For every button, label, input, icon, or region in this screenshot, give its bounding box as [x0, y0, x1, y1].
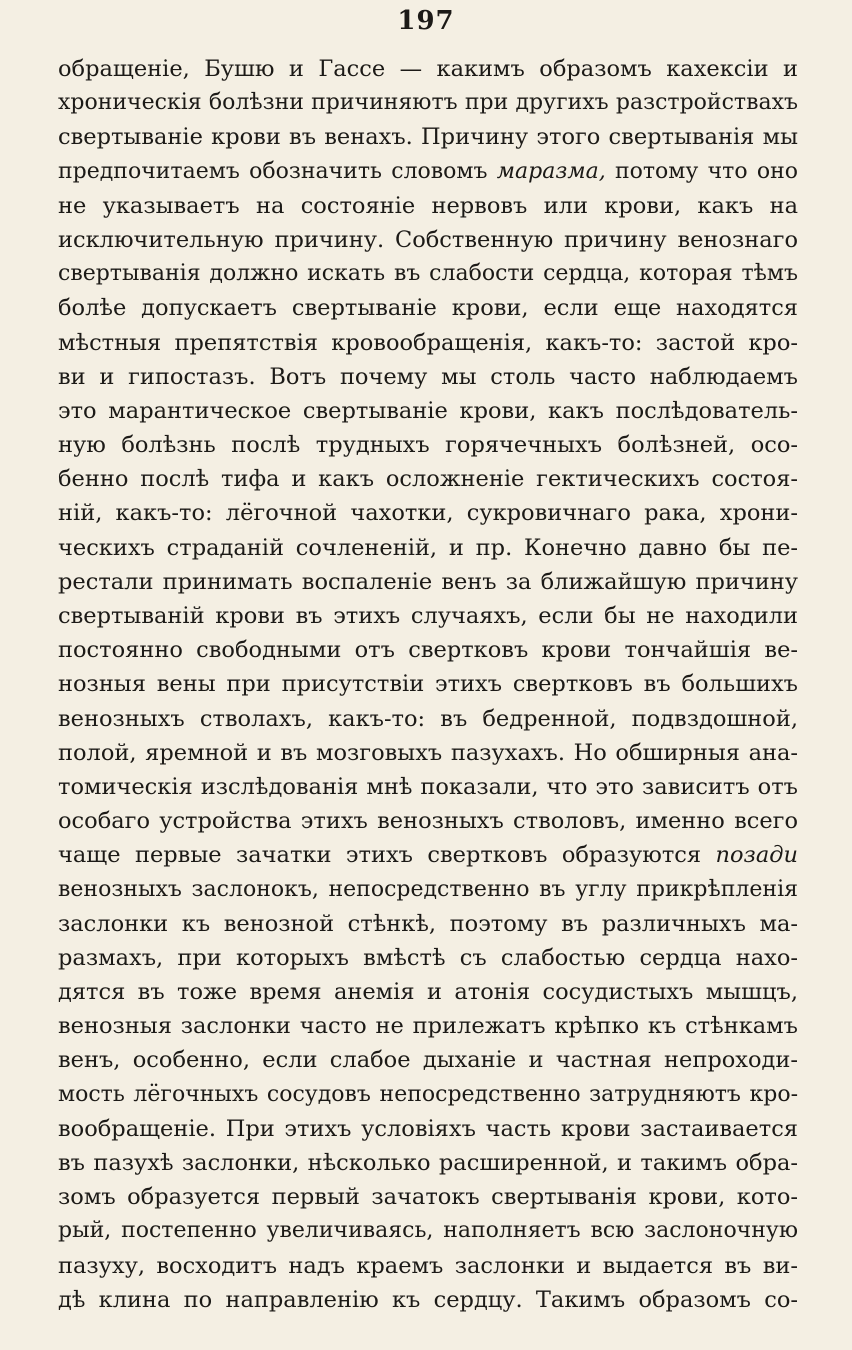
text-line: рый, постепенно увеличиваясь, наполняетъ всю заслоночную [58, 1218, 798, 1244]
text-line [58, 155, 798, 189]
text-line: свертываній крови въ этихъ случаяхъ, если бы не находили [58, 603, 798, 629]
text-line: пазуху, восходитъ надъ краемъ заслонки и выдается въ ви- [58, 1252, 798, 1279]
page-number: 197 [397, 6, 455, 36]
text-line: венозныхъ заслонокъ, непосредственно въ углу прикрѣпленія [58, 876, 798, 902]
text-fragment: предпочитаемъ обозначить словомъ [58, 158, 488, 184]
text-line: зомъ образуется первый зачатокъ свертыванія крови, кото- [58, 1184, 798, 1211]
text-line: дятся въ тоже время анемія и атонія сосудистыхъ мышцъ, [58, 979, 798, 1006]
text-line: вообращеніе. При этихъ условіяхъ часть крови застаивается [58, 1115, 798, 1142]
text-line: постоянно свободными отъ свертковъ крови тончайшія ве- [58, 637, 798, 664]
text-line [58, 838, 798, 872]
text-line: рестали принимать воспаленіе венъ за ближайшую причину [58, 568, 798, 595]
body-text [58, 52, 798, 1317]
text-line: венъ, особенно, если слабое дыханіе и частная непроходи- [58, 1047, 798, 1074]
text-line: въ пазухѣ заслонки, нѣсколько расширенной, и такимъ обра- [58, 1150, 798, 1176]
text-line: нозныя вены при присутствіи этихъ свертковъ въ большихъ [58, 671, 798, 698]
text-fragment: чаще первые зачатки этихъ свертковъ образуются [58, 842, 702, 869]
text-line: ви и гипостазъ. Вотъ почему мы столь часто наблюдаемъ [58, 363, 798, 390]
text-line: мость лёгочныхъ сосудовъ непосредственно затрудняютъ кро- [58, 1081, 798, 1107]
text-line: полой, яремной и въ мозговыхъ пазухахъ. Но обширныя ана- [58, 739, 798, 766]
text-fragment: потому что оно [614, 158, 798, 184]
text-line: свертыванія должно искать въ слабости сердца, которая тѣмъ [58, 261, 798, 287]
text-line: заслонки къ венозной стѣнкѣ, поэтому въ различныхъ ма- [58, 910, 798, 937]
text-line: дѣ клина по направленію къ сердцу. Такимъ образомъ со- [58, 1286, 798, 1313]
text-line: ній, какъ-то: лёгочной чахотки, сукровичнаго рака, хрони- [58, 500, 798, 527]
text-line: размахъ, при которыхъ вмѣстѣ съ слабостью сердца нахо- [58, 944, 798, 971]
text-line: ную болѣзнь послѣ трудныхъ горячечныхъ болѣзней, осо- [58, 432, 798, 459]
text-line: исключительную причину. Собственную причину венознаго [58, 226, 798, 253]
text-line: мѣстныя препятствія кровообращенія, какъ-то: застой кро- [58, 329, 798, 356]
text-line: бенно послѣ тифа и какъ осложненіе гектическихъ состоя- [58, 466, 798, 493]
italic-term: маразма, [496, 158, 606, 184]
text-line: обращеніе, Бушю и Гассе — какимъ образомъ кахексіи и [58, 56, 798, 82]
text-line: венозныя заслонки часто не прилежатъ крѣпко къ стѣнкамъ [58, 1013, 798, 1040]
text-line: ческихъ страданій сочлененій, и пр. Конечно давно бы пе- [58, 534, 798, 561]
text-line: это марантическое свертываніе крови, какъ послѣдователь- [58, 397, 798, 424]
text-line: томическія изслѣдованія мнѣ показали, что это зависитъ отъ [58, 773, 798, 800]
text-line: особаго устройства этихъ венозныхъ стволовъ, именно всего [58, 808, 798, 835]
text-line: не указываетъ на состояніе нервовъ или крови, какъ на [58, 192, 798, 219]
text-line: хроническія болѣзни причиняютъ при другихъ разстройствахъ [58, 90, 798, 116]
text-line: свертываніе крови въ венахъ. Причину этого свертыванія мы [58, 124, 798, 151]
text-line: болѣе допускаетъ свертываніе крови, если еще находятся [58, 295, 798, 322]
italic-term: позади [715, 842, 798, 869]
text-line: венозныхъ стволахъ, какъ-то: въ бедренной, подвздошной, [58, 705, 798, 732]
